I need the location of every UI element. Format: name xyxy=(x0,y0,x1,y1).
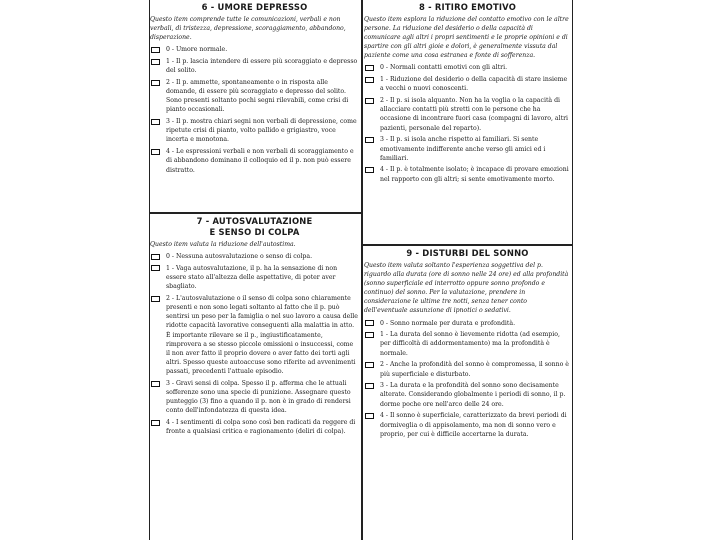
score-option-text: 0 - Normali contatti emotivi con gli altri. xyxy=(380,64,508,72)
section-title: 8 - RITIRO EMOTIVO xyxy=(418,2,517,12)
score-option-text: 1 - Riduzione del desiderio o della capacità di stare insieme a vecchi o nuovi conoscenti. xyxy=(380,76,568,93)
score-option-text: 1 - La durata del sonno è lievemente ridotta (ad esempio, per difficoltà di addormentamento) ma la profondità è normale. xyxy=(380,331,560,357)
score-option-3 xyxy=(364,381,571,408)
score-option-text: 1 - Il p. lascia intendere di essere più scoraggiato e depresso del solito. xyxy=(166,58,358,75)
score-checkbox-1[interactable] xyxy=(365,332,374,338)
score-option-2 xyxy=(364,96,571,133)
score-option-1 xyxy=(364,75,571,93)
section-title-line2: E SENSO DI COLPA xyxy=(209,227,300,237)
score-option-1 xyxy=(364,330,571,357)
score-option-text: 2 - Anche la profondità del sonno è compromessa, il sonno è più superficiale e disturbato. xyxy=(380,361,569,378)
score-checkbox-4[interactable] xyxy=(151,149,160,155)
score-option-text: 0 - Sonno normale per durata e profondità. xyxy=(380,319,516,327)
section-title: 6 - UMORE DEPRESSO xyxy=(201,2,308,12)
section-title: 9 - DISTURBI DEL SONNO xyxy=(406,248,529,258)
score-option-text: 4 - Il p. è totalmente isolato; è incapace di provare emozioni nel rapporto con gli altri; si sente emotivamente morto. xyxy=(380,166,569,183)
score-checkbox-3[interactable] xyxy=(365,383,374,389)
score-checkbox-0[interactable] xyxy=(365,65,374,71)
score-option-4 xyxy=(364,165,571,183)
score-option-text: 3 - Il p. mostra chiari segni non verbali di depressione, come ripetute crisi di pianto, volto pallido e grigiastro, voce incerta e monotona. xyxy=(166,118,357,144)
score-option-0 xyxy=(150,45,359,54)
score-checkbox-1[interactable] xyxy=(151,59,160,65)
score-option-text: 4 - Il sonno è superficiale, caratterizzato da brevi periodi di dormiveglia o di appisolamento, ma non di sonno vero e proprio, per cui è difficile accertarne la durata. xyxy=(380,412,567,438)
score-checkbox-2[interactable] xyxy=(151,80,160,86)
score-option-1 xyxy=(150,264,359,291)
score-option-0 xyxy=(364,319,571,328)
score-option-3 xyxy=(150,117,359,144)
score-checkbox-2[interactable] xyxy=(365,362,374,368)
score-checkbox-4[interactable] xyxy=(365,413,374,419)
score-option-text: 4 - I sentimenti di colpa sono così ben radicati da reggere di fronte a qualsiasi critica e ragionamento (deliri di colpa). xyxy=(166,419,356,436)
score-option-text: 0 - Umore normale. xyxy=(166,46,228,54)
score-checkbox-4[interactable] xyxy=(365,167,374,173)
section-autosvalutazione xyxy=(150,216,359,538)
column-divider xyxy=(361,0,363,540)
score-option-text: 4 - Le espressioni verbali e non verbali di scoraggiamento e di abbandono dominano il colloquio ed il p. non può essere distratto. xyxy=(166,148,354,174)
score-option-text: 1 - Vaga autosvalutazione, il p. ha la sensazione di non essere stato all'altezza delle aspettative, di poter aver sbagliato. xyxy=(166,264,338,291)
section-disturbi-del-sonno xyxy=(364,248,571,538)
score-checkbox-3[interactable] xyxy=(151,381,160,387)
score-checkbox-0[interactable] xyxy=(151,47,160,53)
score-checkbox-1[interactable] xyxy=(365,77,374,83)
score-checkbox-0[interactable] xyxy=(365,320,374,326)
score-option-0 xyxy=(364,63,571,72)
score-option-text: 3 - La durata e la profondità del sonno sono decisamente alterate. Considerando globalmente i periodi di sonno, il p. dorme poche ore nell'arco delle 24 ore. xyxy=(380,382,566,408)
section-intro: Questo item esplora la riduzione del contatto emotivo con le altre persone. La riduzione del desiderio o della capacità di comunicare agli altri i propri sentimenti e le proprie opinioni e di spartire con gli altri gioie e dolori, è generalmente vissuta dal paziente come una cosa estranea e fonte di sofferenza. xyxy=(364,16,569,60)
score-checkbox-1[interactable] xyxy=(151,265,160,271)
score-option-text: 0 - Nessuna autosvalutazione o senso di colpa. xyxy=(166,253,313,261)
score-option-text: 2 - L'autosvalutazione o il senso di colpa sono chiaramente presenti e non sono legati soltanto al fatto che il p. può sentirsi un peso per la famiglia o nel suo lavoro a causa delle ridotte capacità lavorative conseguenti alla malattia in atto. È importante rilevare se il p., ingiustificatamente, rimprovera a se stesso piccole omissioni o insuccessi, come il non aver fatto il proprio dovere o aver fatto dei torti agli altri. Spesso queste autoaccuse sono riferite ad avvenimenti passati, precedenti l'attuale episodio. xyxy=(166,294,358,376)
score-option-0 xyxy=(150,252,359,261)
section-ritiro-emotivo xyxy=(364,2,571,242)
score-option-text: 2 - Il p. si isola alquanto. Non ha la voglia o la capacità di allacciare contatti più stretti con le persone che ha occasione di incontrare fuori casa (compagni di lavoro, altri pazienti, personale del reparto). xyxy=(380,97,569,132)
section-intro: Questo item comprende tutte le comunicazioni, verbali e non verbali, di tristezza, depressione, scoraggiamento, abbandono, disperazione. xyxy=(150,16,346,42)
score-option-2 xyxy=(364,360,571,378)
score-checkbox-2[interactable] xyxy=(151,296,160,302)
score-checkbox-0[interactable] xyxy=(151,254,160,260)
score-checkbox-3[interactable] xyxy=(365,137,374,143)
score-option-4 xyxy=(364,411,571,438)
section-title xyxy=(150,216,359,238)
score-option-text: 3 - Gravi sensi di colpa. Spesso il p. afferma che le attuali sofferenze sono una specie di punizione. Assegnare questo punteggio (3) fino a quando il p. non è in grado di rendersi conto dell'infondatezza di questa idea. xyxy=(166,379,351,415)
right-section-divider xyxy=(363,244,572,246)
score-option-text: 2 - Il p. ammette, spontaneamente o in risposta alle domande, di essere più scoraggiato e depresso del solito. Sono presenti soltanto pochi segni rilevabili, come crisi di pianto occasionali. xyxy=(166,78,349,114)
score-option-4 xyxy=(150,147,359,174)
score-checkbox-4[interactable] xyxy=(151,420,160,426)
score-option-1 xyxy=(150,57,359,75)
score-option-4 xyxy=(150,418,359,436)
score-checkbox-3[interactable] xyxy=(151,119,160,125)
score-option-2 xyxy=(150,294,359,376)
section-umore-depresso xyxy=(150,2,359,210)
section-intro: Questo item valuta soltanto l'esperienza soggettiva del p. riguardo alla durata (ore di sonno nelle 24 ore) ed alla profondità (sonno superficiale ed interrotto oppure sonno profondo e continuo) del sonno. Per la valutazione, prendere in considerazione le ultime tre notti, senza tener conto dell'eventuale assunzione di ipnotici o sedativi. xyxy=(364,262,569,315)
score-checkbox-2[interactable] xyxy=(365,98,374,104)
score-option-text: 3 - Il p. si isola anche rispetto ai familiari. Si sente emotivamente indifferente anche verso gli amici ed i familiari. xyxy=(380,136,546,162)
score-option-3 xyxy=(364,135,571,162)
section-title-line1: 7 - AUTOSVALUTAZIONE xyxy=(196,216,313,226)
score-option-3 xyxy=(150,379,359,416)
score-option-2 xyxy=(150,78,359,115)
section-intro: Questo item valuta la riduzione dell'autostima. xyxy=(150,241,296,248)
left-section-divider xyxy=(150,212,361,214)
